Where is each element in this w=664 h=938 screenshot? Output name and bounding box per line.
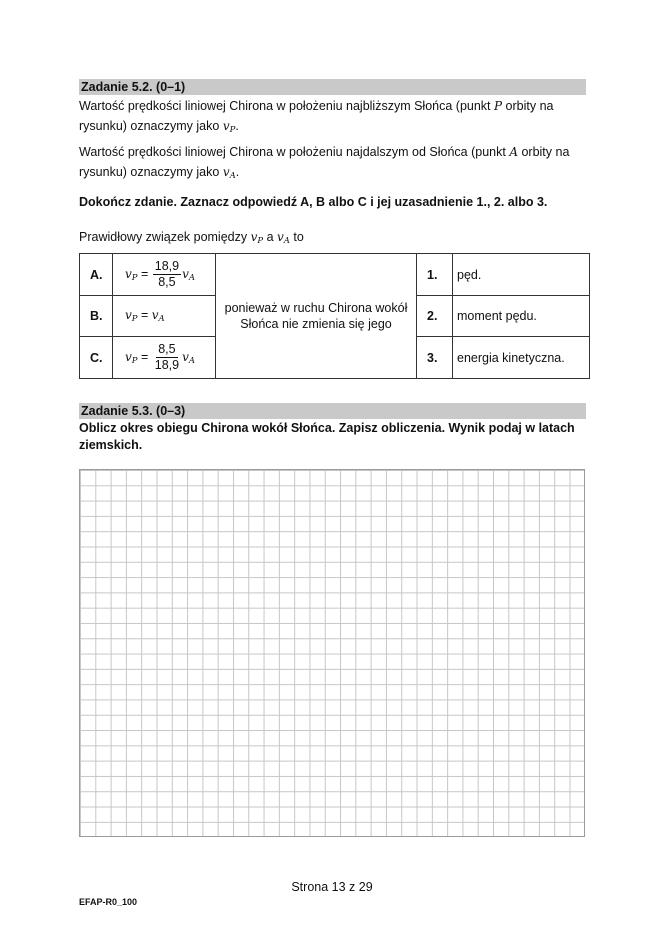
reason-2-number[interactable]: 2.	[417, 296, 453, 337]
exam-code: EFAP-R0_100	[79, 897, 138, 907]
task-5-2-paragraph-1: Wartość prędkości liniowej Chirona w położeniu najbliższym Słońca (punkt P orbity na rysunku) oznaczymy jako $v_P$.	[79, 99, 554, 135]
task-5-3-instruction: Oblicz okres obiegu Chirona wokół Słońca. Zapisz obliczenia. Wynik podaj w latach ziemskich.	[79, 421, 575, 452]
answer-grid[interactable]	[79, 469, 585, 837]
option-b-label[interactable]: B.	[80, 296, 113, 337]
option-c-formula[interactable]: $v_P$ = $\frac{8,5}{18,9}$ $v_A$	[113, 337, 216, 379]
option-b-formula[interactable]: $v_P = v_A$	[113, 296, 216, 337]
reason-1-text[interactable]: pęd.	[453, 254, 590, 296]
task-5-2-header: Zadanie 5.2. (0–1)	[79, 79, 586, 95]
reason-3-number[interactable]: 3.	[417, 337, 453, 379]
task-5-2-paragraph-2: Wartość prędkości liniowej Chirona w położeniu najdalszym od Słońca (punkt A orbity na rysunku) oznaczymy jako $v_A$.	[79, 145, 570, 181]
reason-3-text[interactable]: energia kinetyczna.	[453, 337, 590, 379]
reason-1-number[interactable]: 1.	[417, 254, 453, 296]
page-number: Strona 13 z 29	[291, 880, 373, 894]
reason-2-text[interactable]: moment pędu.	[453, 296, 590, 337]
reason-middle-text: ponieważ w ruchu Chirona wokół Słońca nie zmienia się jego	[216, 254, 417, 379]
task-5-3-header: Zadanie 5.3. (0–3)	[79, 403, 586, 419]
option-a-label[interactable]: A.	[80, 254, 113, 296]
answer-table	[79, 253, 590, 379]
task-5-2-instruction: Dokończ zdanie. Zaznacz odpowiedź A, B albo C i jej uzasadnienie 1., 2. albo 3.	[79, 195, 548, 209]
task-5-2-prompt: Prawidłowy związek pomiędzy $v_P$ a $v_A$ to	[79, 230, 304, 246]
option-c-label[interactable]: C.	[80, 337, 113, 379]
option-a-formula[interactable]: $v_P$ = $\frac{18,9}{8,5}$ $v_A$	[113, 254, 216, 296]
